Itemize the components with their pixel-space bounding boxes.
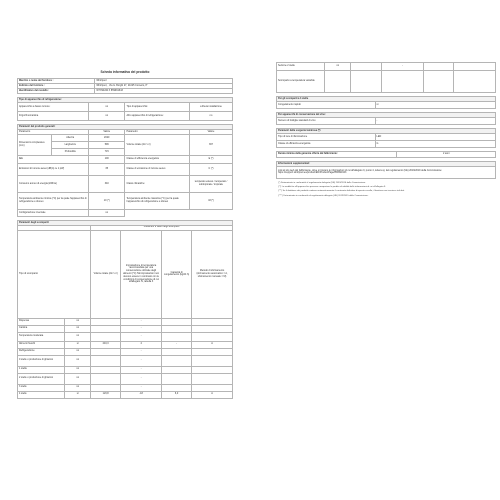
- annual-energy-value: 340: [88, 175, 125, 192]
- supplier-value: Whirlpool: [95, 79, 233, 84]
- table-row: Alimenti freschi sì 243,3 4 - A: [18, 341, 233, 348]
- appliance-type-table: [17, 97, 233, 121]
- model-label: Identificativo del modello:: [18, 88, 95, 93]
- footnote: (***) Se il database dei prodotti contiene automaticamente il contenuto definitivo di questa casella, il fornitore non inserisce tali dati.: [278, 190, 405, 193]
- light-class-label: Classe di efficienza energetica: [277, 140, 376, 147]
- climate-label: Classi climatiche:: [125, 175, 190, 192]
- eei-label: IEE: [18, 155, 89, 163]
- winter-value: no: [88, 209, 125, 216]
- footnote: (*) Determinato in conformità al regolamento delegato (UE) 2019/2016 della Commissione.: [278, 181, 366, 184]
- climate-value: temperato esteso / temperato / subtropicale / tropicale: [189, 175, 232, 192]
- footnote: (****) Determinato in conformità al regolamento delegato (UE) 2019/2015 della Commissione.: [278, 194, 369, 197]
- address-value: Whirlpool, , Via G. Borghi 27, 21025 Comerio, IT: [95, 83, 233, 88]
- noise-value: 35: [88, 163, 125, 175]
- table-row: Dispensa no -: [18, 318, 233, 325]
- type-value-4: no: [189, 111, 232, 120]
- energy-class-label: Classe di efficienza energetica: [125, 155, 190, 163]
- noise-label: Emissioni di rumore aereo (dB(A) re 1 pW): [18, 163, 89, 175]
- max-temp-label: Temperatura ambiente massima (°C) per la quale l'apparecchio di refrigerazione è idoneo: [125, 192, 190, 209]
- product-sheet-page-1: [17, 62, 233, 495]
- table-row: Scomparto a temperatura variabile: [277, 71, 496, 93]
- energy-class-value: E (*): [189, 155, 232, 163]
- type-label-2: Tipo di apparecchio:: [125, 102, 190, 111]
- type-value-2: a libera installazione: [189, 102, 232, 111]
- type-label-1: Apparecchio a basso rumore:: [18, 102, 89, 111]
- gen-header-param: Parametro: [18, 129, 89, 134]
- compartments-table-cont: [276, 62, 496, 93]
- extra-text: Link al sito web del fabbricante, dove si trovano le informazioni di cui all'allegato II, punto 4, lettera a), del regolamento (UE) 2019/2019 della Commissione: https://support.whirlpool.eu/product/EN/ProductPage/859991643: [277, 166, 496, 178]
- table-row: Cantina no -: [18, 325, 233, 332]
- comp-col-freeze: Capacità di congelamento (kg/24 h): [162, 230, 192, 318]
- table-row: 2 stelle o produzione di ghiaccio no -: [18, 373, 233, 384]
- fast-freeze-value: sì: [375, 101, 495, 108]
- comp-col-defrost: Metodo di sbrinamento (sbrinamento automatico = A, sbrinamento manuale = M): [192, 230, 233, 318]
- extra-heading: Informazioni supplementari:: [277, 161, 496, 166]
- type-label-4: Altro apparecchio di refrigerazione:: [125, 111, 190, 120]
- light-type-label: Tipo di luce di illuminazione: [277, 133, 376, 140]
- wine-table: [276, 112, 496, 125]
- comp-heading: Parametri degli scomparti:: [18, 220, 233, 225]
- footnote: (**) Le modifiche all'apparecchio possono comportare la perdita di validità delle informazioni di cui all'allegato II.: [278, 186, 386, 189]
- guarantee-label: Durata minima della garanzia offerta dal fabbricante:: [277, 151, 397, 157]
- product-sheet-page-2: [276, 62, 496, 495]
- min-temp-label: Temperatura ambiente minima (°C) per la quale l'apparecchio di refrigerazione è idoneo: [18, 192, 89, 209]
- guarantee-table: [276, 151, 496, 158]
- type-label-3: Frigo/Vino/cantina: [18, 111, 89, 120]
- comp-col-volume: Volume totale (dm³ o l): [91, 230, 121, 318]
- comp-group-header: Parametri e valori degli scomparti: [91, 225, 233, 230]
- dim-depth-label: Profondità: [52, 148, 89, 155]
- general-heading: Parametri del prodotto generali:: [18, 124, 233, 129]
- type-heading: Tipo di apparecchio di refrigerazione:: [18, 97, 233, 102]
- table-row: 3 stelle no -: [18, 384, 233, 391]
- guarantee-value: 2 anni: [397, 151, 496, 157]
- table-row: 1 stella no -: [18, 366, 233, 373]
- gen-header-param-2: Parametro: [125, 129, 190, 134]
- fast-freeze-label: Congelamento rapido: [277, 101, 376, 108]
- dim-width-label: Larghezza: [52, 141, 89, 148]
- dim-height-value: 2020: [88, 134, 125, 141]
- sheet-title: Scheda informativa del prodotto: [100, 70, 150, 74]
- dims-label: Dimensioni complessive (mm): [18, 134, 52, 155]
- annual-energy-label: Consumo annuo di energia (kWh/a): [18, 175, 89, 192]
- min-temp-value: 10 (*): [88, 192, 125, 209]
- comp-col-temp: Impostazione di temperatura raccomandata per una conservazione ottimale degli alimenti (°C) Tali impostazioni non devono essere in contrasto con le condizioni di conservazione di cui all'allegato IV, tabella 3: [121, 230, 162, 318]
- light-type-value: LED: [375, 133, 495, 140]
- gen-header-value: Valore: [88, 129, 125, 134]
- supplier-label: Marchio o nome del fornitore :: [18, 79, 95, 84]
- dim-height-label: Altezza: [52, 134, 89, 141]
- dim-width-value: 596: [88, 141, 125, 148]
- total-volume-value: 367: [189, 134, 232, 155]
- bottles-label: Numero di bottiglie standard di vino: [277, 117, 376, 124]
- noise-class-value: C (*): [189, 163, 232, 175]
- gen-header-value-2: Valore: [189, 129, 232, 134]
- eei-value: 100: [88, 155, 125, 163]
- wine-heading: Per apparecchi di conservazione del vino:: [277, 112, 496, 117]
- table-row: Refrigerazione no -: [18, 348, 233, 355]
- table-row: 4 stelle sì 123,8 -18 6,0 A: [18, 391, 233, 398]
- max-temp-value: 43 (*): [189, 192, 232, 209]
- address-label: Indirizzo del fornitore :: [18, 83, 95, 88]
- compartments-table: [17, 220, 233, 399]
- dim-depth-value: 715: [88, 148, 125, 155]
- four-star-heading: Per gli scomparti a 4 stelle: [277, 97, 496, 102]
- type-value-1: no: [88, 102, 125, 111]
- model-value: W7X94AW X 859991643: [95, 88, 233, 93]
- bottles-value: -: [375, 117, 495, 124]
- supplier-table: [17, 78, 233, 94]
- table-row: Sezione 2 stelle no -: [277, 63, 496, 71]
- noise-class-label: Classe di emissione di rumore aereo: [125, 163, 190, 175]
- total-volume-label: Volume totale (dm³ o l): [125, 134, 190, 155]
- winter-label: Configurazione invernale: [18, 209, 89, 216]
- light-class-value: G: [375, 140, 495, 147]
- light-table: [276, 128, 496, 148]
- light-heading: Parametri della sorgente luminosa (*):: [277, 128, 496, 133]
- four-star-table: [276, 96, 496, 109]
- table-row: 0 stelle o produzione di ghiaccio no -: [18, 355, 233, 366]
- type-value-3: no: [88, 111, 125, 120]
- table-row: Temperatura moderata no -: [18, 332, 233, 341]
- general-params-table: [17, 124, 233, 217]
- comp-type-label: Tipo di scomparto: [18, 230, 91, 318]
- extra-info-table: [276, 161, 496, 179]
